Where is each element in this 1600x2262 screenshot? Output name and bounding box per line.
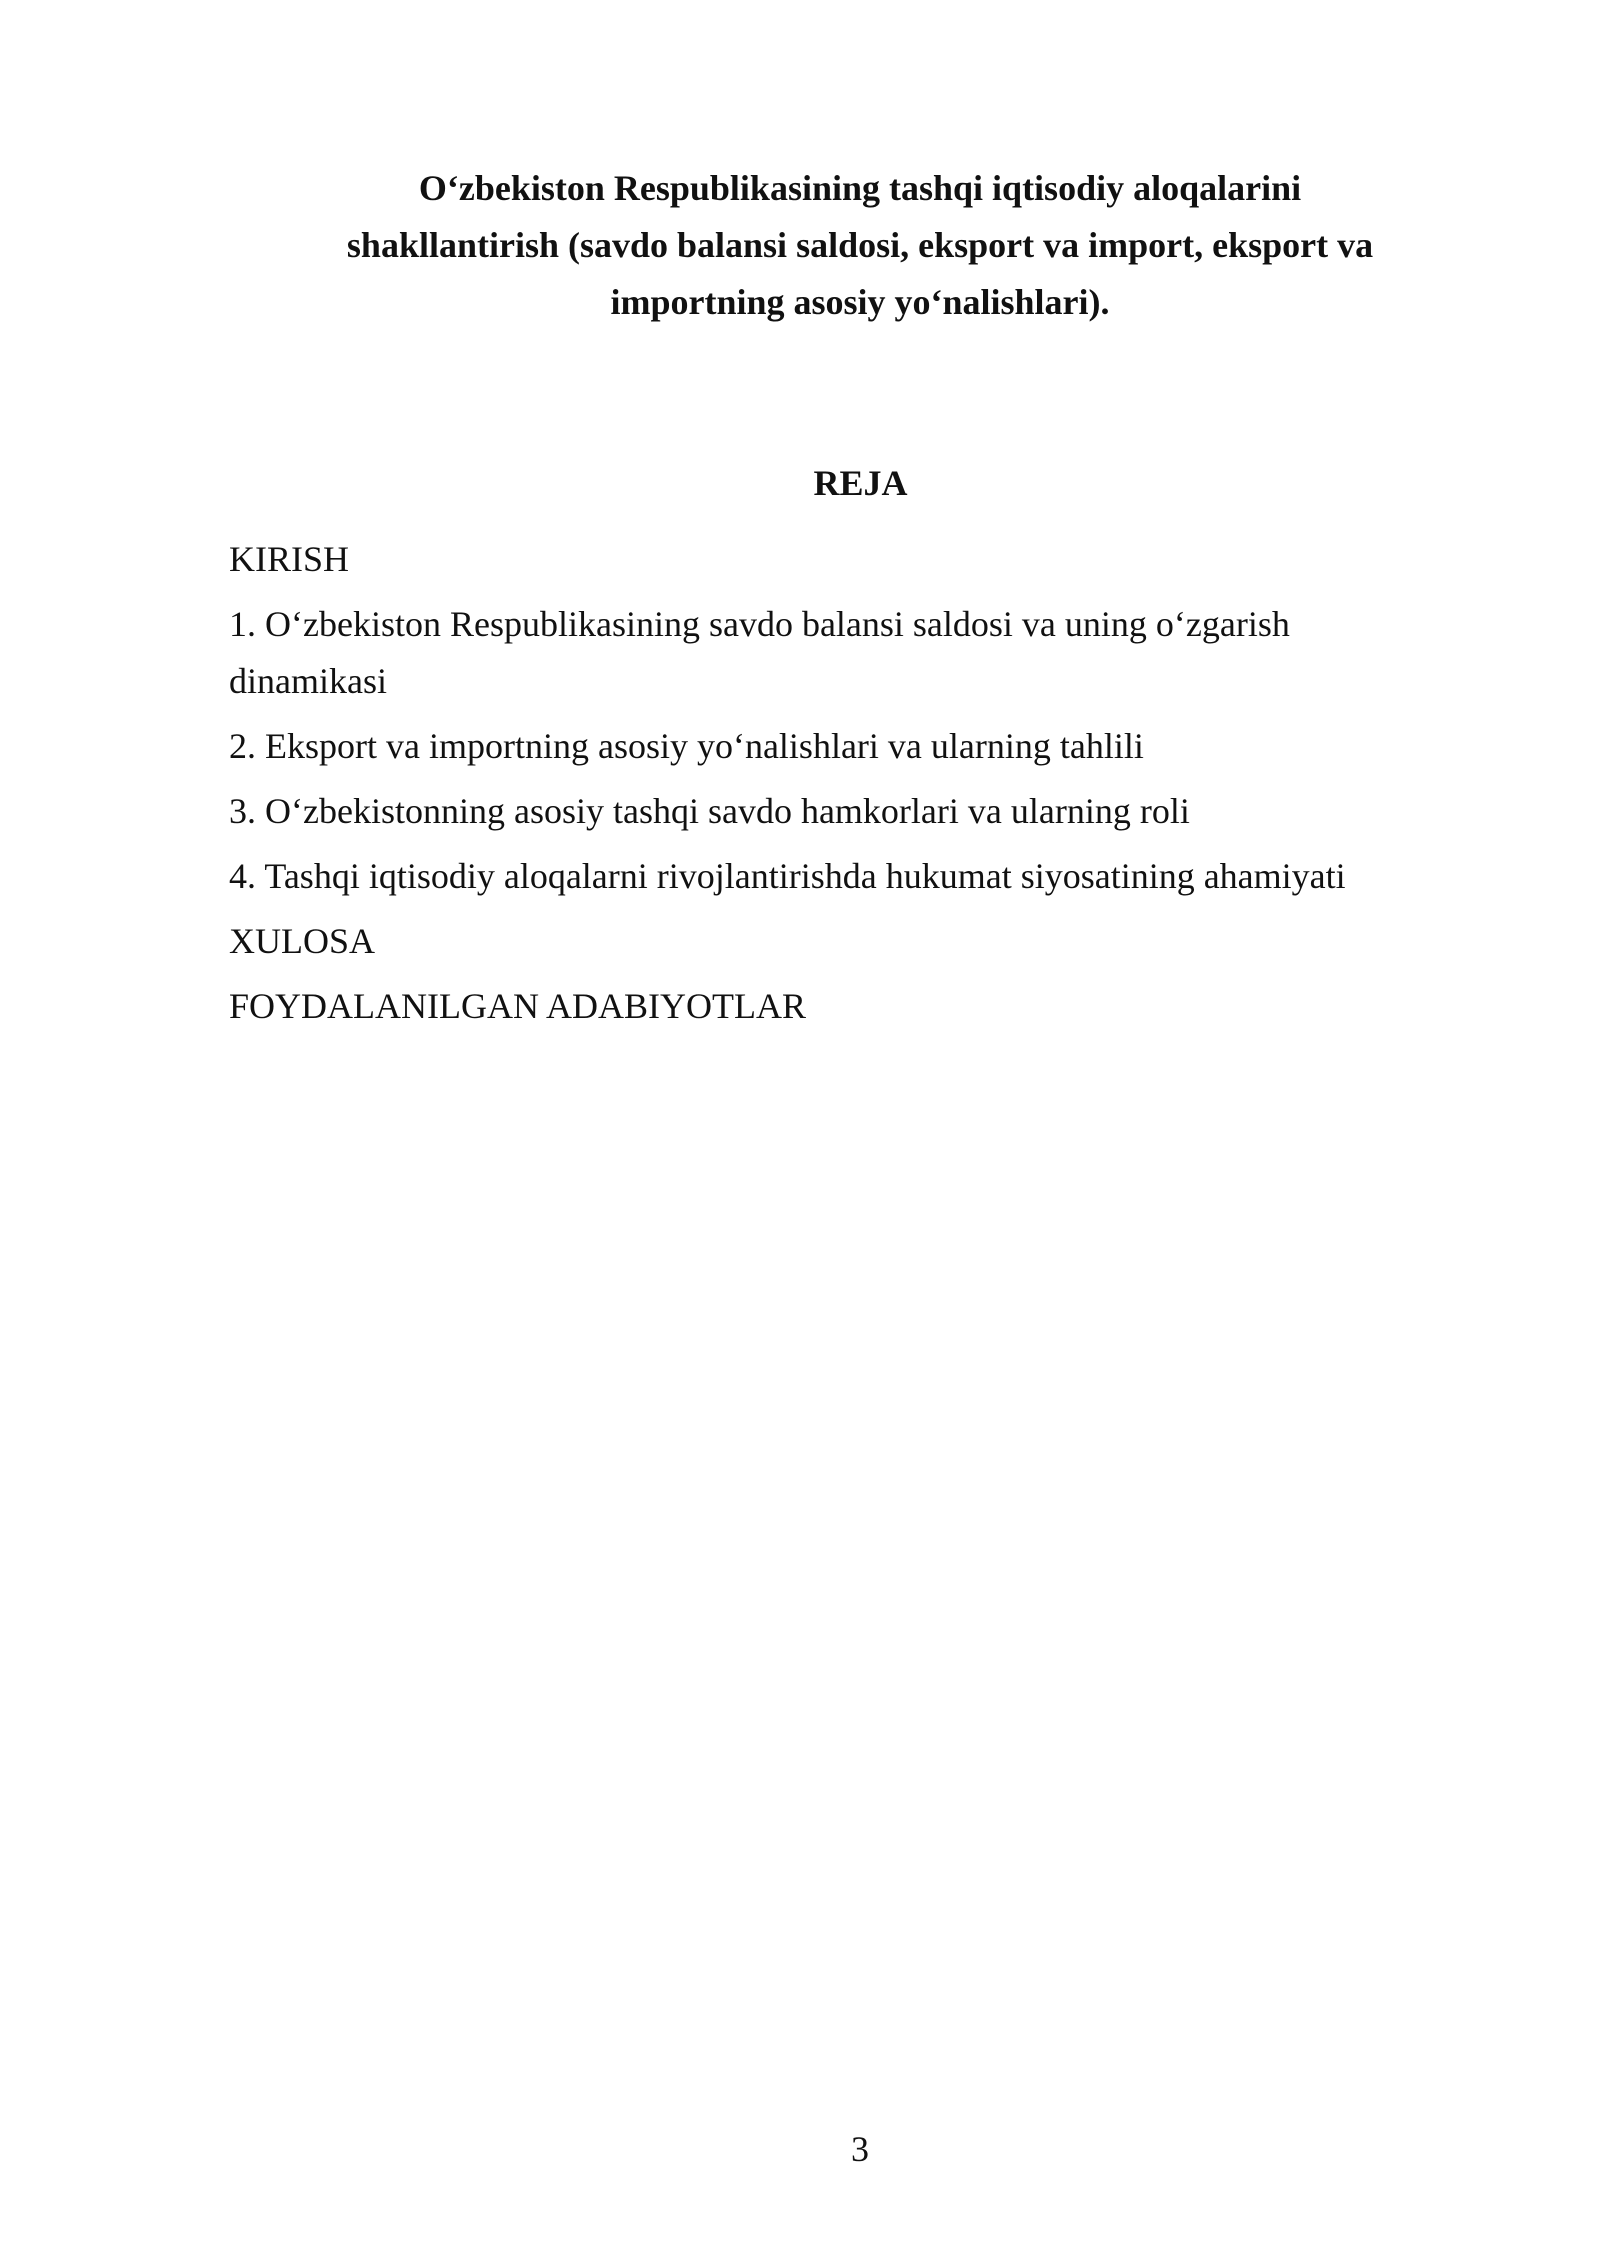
toc-item-text: XULOSA [229,921,376,961]
toc-item-references [229,978,1429,1035]
toc-item-text: 3. O‘zbekistonning asosiy tashqi savdo hamkorlari va ularning roli [229,791,1190,831]
toc-item-conclusion [229,913,1429,970]
toc-item-1 [229,596,1429,710]
toc-item-introduction [229,531,1429,588]
toc-item-2 [229,718,1429,775]
title-line: shakllantirish (savdo balansi saldosi, eksport va import, eksport va [346,225,1374,265]
document-title [300,160,1420,331]
title-line: importning asosiy yo‘nalishlari). [610,282,1110,322]
toc-item-text: FOYDALANILGAN ADABIYOTLAR [229,986,806,1026]
toc-item-text: dinamikasi [229,661,387,701]
toc-item-text: 1. O‘zbekiston Respublikasining savdo balansi saldosi va uning o‘zgarish [229,604,1290,644]
title-line: O‘zbekiston Respublikasining tashqi iqtisodiy aloqalarini [418,168,1302,208]
plan-heading: REJA [813,463,908,503]
toc-item-4 [229,848,1429,905]
toc-item-3 [229,783,1429,840]
table-of-contents [229,531,1429,1043]
toc-item-text: 4. Tashqi iqtisodiy aloqalarni rivojlantirishda hukumat siyosatining ahamiyati [229,856,1346,896]
page-number: 3 [851,2129,869,2169]
toc-item-text: 2. Eksport va importning asosiy yo‘nalishlari va ularning tahlili [229,726,1144,766]
toc-item-text: KIRISH [229,539,350,579]
